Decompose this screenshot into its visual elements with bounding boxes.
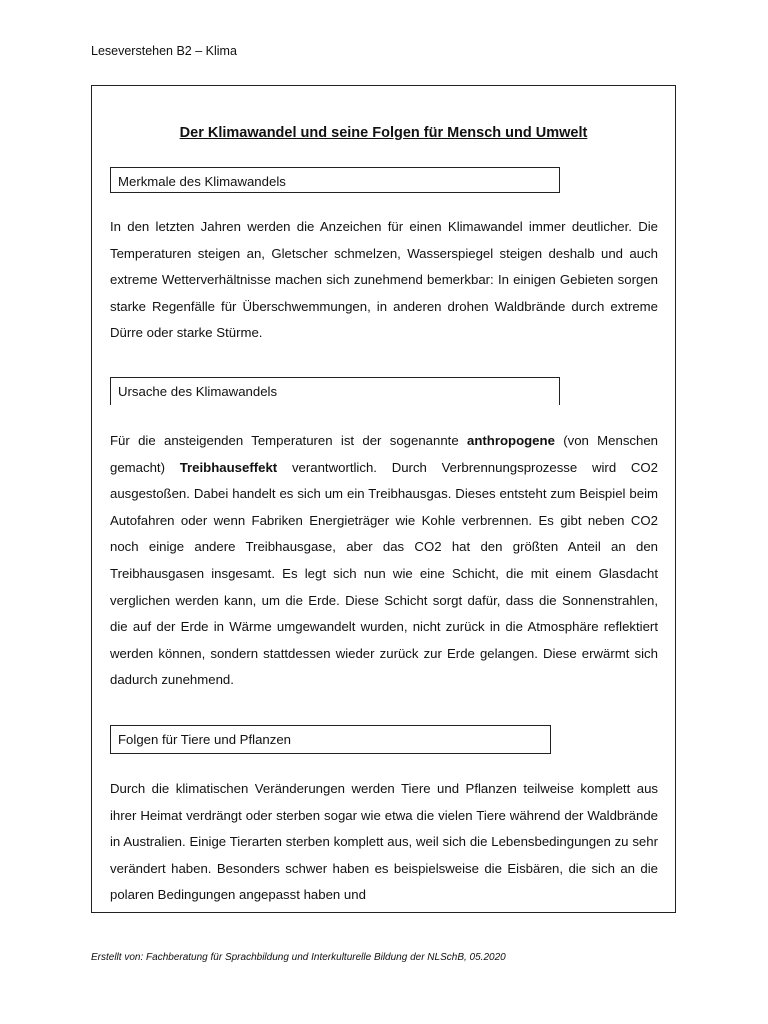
section-heading-folgen: Folgen für Tiere und Pflanzen: [110, 725, 551, 754]
paragraph-ursache-text-1: Für die ansteigenden Temperaturen ist der sogenannte: [110, 433, 467, 448]
paragraph-merkmale: In den letzten Jahren werden die Anzeichen für einen Klimawandel immer deutlicher. Die Temperaturen steigen an, Gletscher schmelzen, Wasserspiegel steigen deshalb und auch extreme Wetterverhältnisse machen sich zunehmend bemerkbar: In einigen Gebieten sorgen starke Regenfälle für Überschwemmungen, in anderen drohen Waldbrände durch extreme Dürre oder starke Stürme.: [110, 219, 658, 341]
worksheet-header-label: Leseverstehen B2 – Klima: [91, 44, 237, 58]
reading-text-frame: [91, 85, 676, 913]
section-heading-merkmale: Merkmale des Klimawandels: [110, 167, 560, 193]
term-anthropogene: anthropogene: [466, 433, 555, 448]
footer-credit: Erstellt von: Fachberatung für Sprachbildung und Interkulturelle Bildung der NLSchB, 05.2020: [91, 952, 506, 963]
document-title: Der Klimawandel und seine Folgen für Mensch und Umwelt: [179, 125, 588, 141]
paragraph-ursache: [110, 428, 658, 694]
paragraph-ursache-text-3: verantwortlich. Durch Verbrennungsprozesse wird CO2 ausgestoßen. Dabei handelt es sich um ein Treibhausgas. Dieses entsteht zum Beispiel beim Autofahren oder wenn Fabriken Energieträger wie Kohle verbrennen. Es gibt neben CO2 noch einige andere Treibhausgase, aber das CO2 hat den größten Anteil an den Treibhausgasen insgesamt. Es legt sich nun wie eine Schicht, die mit einem Glasdacht verglichen werden kann, um die Erde. Diese Schicht sorgt dafür, dass die Sonnenstrahlen, die auf der Erde in Wärme umgewandelt wurden, nicht zurück in die Atmosphäre reflektiert werden können, sondern stattdessen wieder zurück zur Erde gelangen. Diese erwärmt sich dadurch zunehmend.: [110, 459, 659, 688]
term-treibhauseffekt: Treibhauseffekt: [179, 459, 278, 475]
paragraph-ursache-text-2: (von Menschen gemacht): [110, 433, 659, 475]
section-heading-ursache: Ursache des Klimawandels: [110, 377, 560, 405]
paragraph-folgen: Durch die klimatischen Veränderungen werden Tiere und Pflanzen teilweise komplett aus ihrer Heimat verdrängt oder sterben sogar wie etwa die vielen Tiere während der Waldbrände in Australien. Einige Tierarten sterben komplett aus, weil sich die Lebensbedingungen zu sehr verändert haben. Besonders schwer haben es beispielsweise die Eisbären, die sich an die polaren Bedingungen angepasst haben und: [110, 781, 658, 903]
